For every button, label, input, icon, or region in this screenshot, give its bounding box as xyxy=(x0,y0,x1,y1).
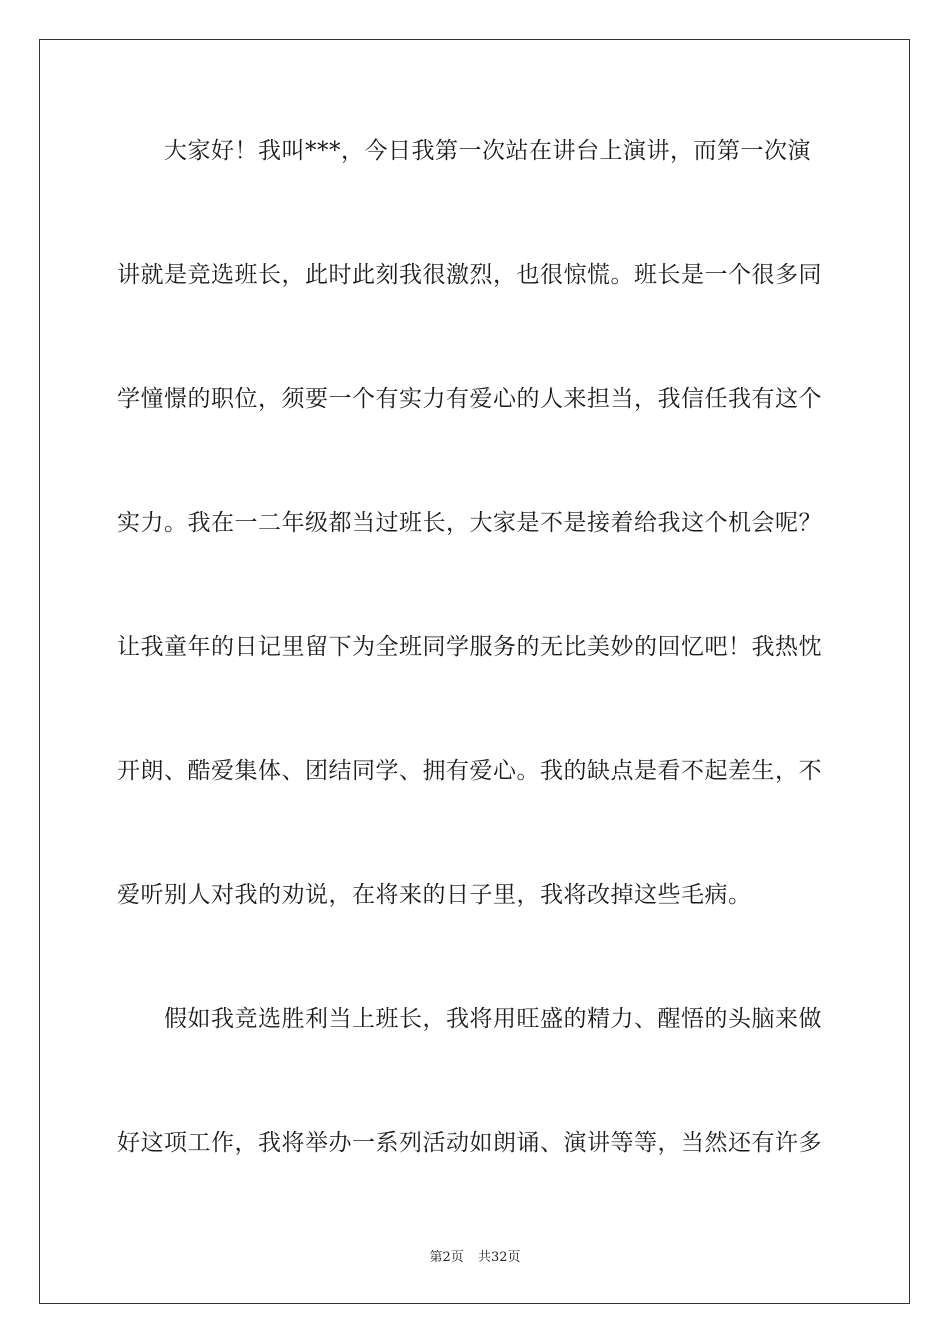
page-footer xyxy=(0,1246,950,1265)
document-body xyxy=(117,127,833,1167)
paragraph-line: 大家好！我叫***，今日我第一次站在讲台上演讲，而第一次演 xyxy=(164,138,811,164)
paragraph-line: 实力。我在一二年级都当过班长，大家是不是接着给我这个机会呢？ xyxy=(117,510,822,536)
paragraph-line: 讲就是竞选班长，此时此刻我很激烈，也很惊慌。班长是一个很多同 xyxy=(117,262,822,288)
paragraph-line: 假如我竞选胜利当上班长，我将用旺盛的精力、醒悟的头脑来做 xyxy=(164,1006,822,1032)
paragraph-line: 学憧憬的职位，须要一个有实力有爱心的人来担当，我信任我有这个 xyxy=(117,386,822,412)
page-number: 第2页 xyxy=(429,1250,464,1265)
paragraph-line: 让我童年的日记里留下为全班同学服务的无比美妙的回忆吧！我热忱 xyxy=(117,634,822,660)
total-pages: 共32页 xyxy=(477,1250,521,1265)
paragraph-line: 开朗、酷爱集体、团结同学、拥有爱心。我的缺点是看不起差生，不 xyxy=(117,758,822,784)
paragraph-line: 爱听别人对我的劝说，在将来的日子里，我将改掉这些毛病。 xyxy=(117,882,752,908)
paragraph-line: 好这项工作，我将举办一系列活动如朗诵、演讲等等，当然还有许多 xyxy=(117,1130,822,1156)
